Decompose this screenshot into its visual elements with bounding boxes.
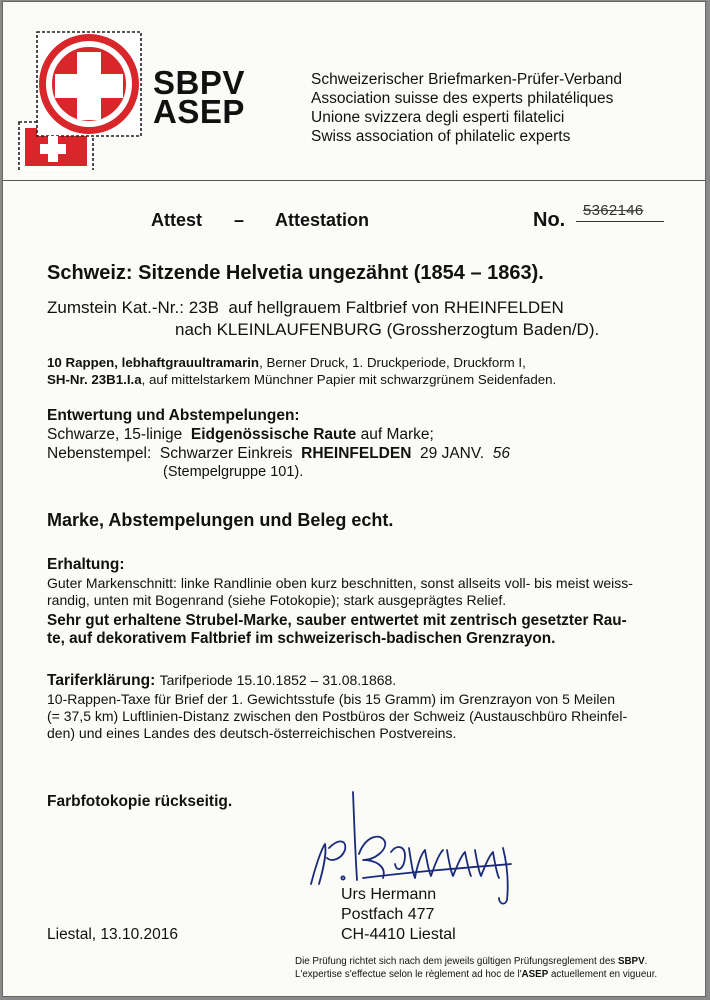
cancellation-type: Schwarze, 15-linige [47, 426, 183, 443]
cancellation-heading: Entwertung und Abstempelungen: [47, 407, 300, 424]
brand-name [153, 64, 245, 130]
secondary-stamp-year: 56 [492, 445, 510, 462]
attest-dash: – [234, 210, 245, 230]
condition-summary-2: te, auf dekorativem Faltbrief im schweizerisch-badischen Grenzrayon. [47, 630, 556, 647]
condition-text-2: randig, unten mit Bogenrand (siehe Fotokopie); stark ausgeprägtes Relief. [47, 592, 507, 608]
regulation-note-de-end: . [644, 956, 648, 967]
photocopy-note: Farbfotokopie rückseitig. [47, 793, 233, 810]
regulation-note-de-org: SBPV [617, 956, 645, 967]
secondary-stamp-date: 29 JANV. [420, 445, 485, 462]
tariff-line-3: den) und eines Landes des deutsch-österreichischen Postvereins. [47, 725, 457, 741]
stamp-value: 10 Rappen, lebhaftgrauultramarin [47, 355, 260, 370]
attest-label: Attest [151, 210, 203, 230]
header-divider [3, 180, 705, 181]
paper-details: , auf mittelstarkem Münchner Papier mit schwarzgrünem Seidenfaden. [141, 372, 557, 387]
association-it: Unione svizzera degli esperti filatelici [311, 109, 565, 126]
certificate-page [2, 1, 706, 997]
cancellation-line-1 [47, 426, 434, 444]
cancellation-line-2 [47, 445, 510, 463]
regulation-note-fr-org: ASEP [521, 969, 549, 980]
association-fr: Association suisse des experts philatéliques [311, 90, 614, 107]
tariff-period: Tarifperiode 15.10.1852 – 31.08.1868. [159, 672, 397, 688]
catalog-line-1 [47, 298, 564, 318]
tariff-line-0 [47, 672, 396, 690]
condition-heading: Erhaltung: [47, 556, 125, 573]
catalog-line-2: nach KLEINLAUFENBURG (Grossherzogtum Baden/D). [175, 320, 600, 339]
attestation-label: Attestation [275, 210, 369, 230]
regulation-note-de [295, 955, 657, 968]
certificate-number-label: No. [533, 209, 566, 231]
description-line-2 [47, 372, 556, 387]
brand-asep: ASEP [153, 93, 245, 130]
secondary-stamp-label: Nebenstempel: [47, 445, 152, 462]
regulation-note-fr [295, 968, 657, 981]
brand-sbpv: SBPV [153, 64, 245, 101]
signatory-street: Postfach 477 [341, 906, 435, 923]
association-names [311, 70, 622, 146]
print-details: , Berner Druck, 1. Druckperiode, Druckform I, [259, 355, 526, 370]
catalog-number: Zumstein Kat.-Nr.: 23B [47, 298, 219, 317]
regulation-note-fr-text: L'expertise s'effectue selon le règlement ad hoc de l' [295, 969, 522, 980]
description-line-1 [47, 355, 526, 370]
regulation-note-fr-end: actuellement en vigueur. [548, 969, 658, 980]
secondary-stamp-type: Schwarzer Einkreis [159, 445, 293, 462]
signatory-city: CH-4410 Liestal [341, 926, 456, 943]
certificate-number-underline [576, 221, 664, 222]
tariff-line-1: 10-Rappen-Taxe für Brief der 1. Gewichtsstufe (bis 15 Gramm) im Grenzrayon von 5 Meilen [47, 691, 616, 707]
condition-text-1: Guter Markenschnitt: linke Randlinie oben kurz beschnitten, sonst allseits voll- bis meist weiss- [47, 575, 633, 591]
verdict: Marke, Abstempelungen und Beleg echt. [47, 510, 394, 530]
cancellation-location: auf Marke; [360, 426, 434, 443]
association-en: Swiss association of philatelic experts [311, 128, 571, 145]
tariff-line-2: (= 37,5 km) Luftlinien-Distanz zwischen den Postbüros der Schweiz (Austauschbüro Rheinfel- [47, 708, 628, 724]
cancellation-raute: Eidgenössische Raute [190, 426, 357, 443]
sh-number: SH-Nr. 23B1.I.a [47, 372, 142, 387]
stamp-group: (Stempelgruppe 101). [163, 464, 304, 480]
regulation-note [295, 955, 657, 981]
signatory-name: Urs Hermann [341, 886, 437, 903]
certificate-number: 5362146 [583, 202, 644, 219]
regulation-note-de-text: Die Prüfung richtet sich nach dem jeweils gültigen Prüfungsreglement des [295, 956, 618, 967]
stamp-title: Schweiz: Sitzende Helvetia ungezähnt (1854 – 1863). [47, 262, 544, 284]
sbpv-logo-icon [15, 30, 150, 170]
place-date: Liestal, 13.10.2016 [47, 926, 178, 943]
catalog-object: auf hellgrauem Faltbrief von RHEINFELDEN [228, 298, 564, 317]
secondary-stamp-town: RHEINFELDEN [301, 445, 412, 462]
tariff-heading: Tariferklärung: [47, 672, 156, 689]
association-de: Schweizerischer Briefmarken-Prüfer-Verband [311, 71, 622, 88]
condition-summary-1: Sehr gut erhaltene Strubel-Marke, sauber entwertet mit zentrisch gesetzter Rau- [47, 612, 627, 629]
